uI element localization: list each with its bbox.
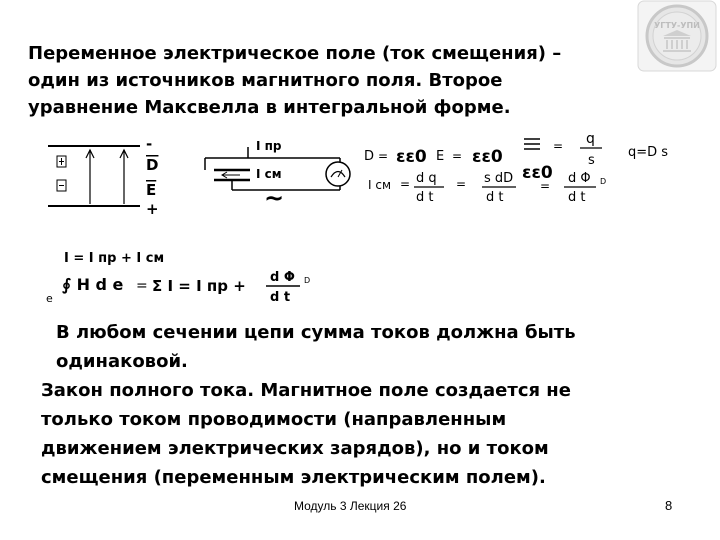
- charge-symbol: q: [586, 131, 595, 147]
- charge-relation: q=D s: [628, 145, 669, 160]
- dt-denominator: d t: [416, 190, 434, 205]
- epsilon-epsilon0: εε0: [396, 147, 427, 167]
- epsilon-epsilon0: εε0: [522, 163, 553, 183]
- contour-subscript: e: [46, 292, 53, 305]
- equals-sign: =: [456, 177, 467, 191]
- title-line: уравнение Максвелла в интегральной форме.: [28, 97, 511, 118]
- equals-sign: =: [452, 149, 463, 163]
- body-line: только током проводимости (направленным: [41, 409, 507, 430]
- ac-source-symbol: ~: [264, 184, 285, 212]
- body-line: Закон полного тока. Магнитное поле создается не: [41, 380, 571, 401]
- equals-sign: =: [540, 179, 551, 193]
- body-line: смещения (переменным электрическим полем).: [41, 467, 546, 488]
- current-sum: Σ I = I пр +: [152, 277, 246, 295]
- slide-body-text: [41, 318, 694, 492]
- displacement-current-symbol: I см: [368, 178, 392, 192]
- sdD-numerator: s dD: [484, 171, 514, 186]
- body-line: В любом сечении цепи сумма токов должна быть: [56, 322, 576, 343]
- e-symbol: E: [436, 149, 445, 164]
- equals-sign: =: [553, 139, 564, 153]
- dphi-numerator: d Φ: [270, 270, 295, 285]
- dphi-numerator: d Φ: [568, 171, 591, 186]
- dt-denominator: d t: [568, 190, 586, 205]
- circulation-integral: ∮ H d e: [62, 275, 124, 294]
- equals-sign: =: [378, 149, 389, 163]
- e-vector-label: E: [146, 181, 157, 199]
- dt-denominator: d t: [486, 190, 504, 205]
- flux-subscript: D: [304, 276, 311, 285]
- title-line: один из источников магнитного поля. Второе: [28, 70, 503, 91]
- body-line: одинаковой.: [56, 351, 188, 372]
- d-symbol: D: [364, 149, 375, 164]
- conduction-current-label: I пр: [256, 139, 282, 153]
- epsilon-epsilon0: εε0: [472, 147, 503, 167]
- dt-denominator: d t: [270, 290, 291, 305]
- title-line: Переменное электрическое поле (ток смещения) –: [28, 43, 562, 64]
- d-vector-label: D: [146, 156, 159, 174]
- logo-text: УГТУ-УПИ: [654, 21, 700, 30]
- plus-sign-label: +: [146, 200, 159, 218]
- flux-subscript: D: [600, 177, 607, 186]
- minus-sign-label: -: [146, 135, 153, 153]
- equals-sign: =: [136, 278, 148, 294]
- slide-footer: Модуль 3 Лекция 26: [294, 499, 407, 513]
- total-current-equation: I = I пр + I см: [64, 251, 165, 266]
- capacitor-field-diagram: [48, 146, 140, 206]
- displacement-current-label: I см: [256, 167, 282, 181]
- equals-sign: =: [400, 177, 411, 191]
- page-number: 8: [665, 498, 673, 513]
- dq-numerator: d q: [416, 171, 437, 186]
- area-symbol: s: [588, 153, 595, 168]
- equivalent-sign: [524, 139, 540, 149]
- body-line: движением электрических зарядов), но и током: [41, 438, 549, 459]
